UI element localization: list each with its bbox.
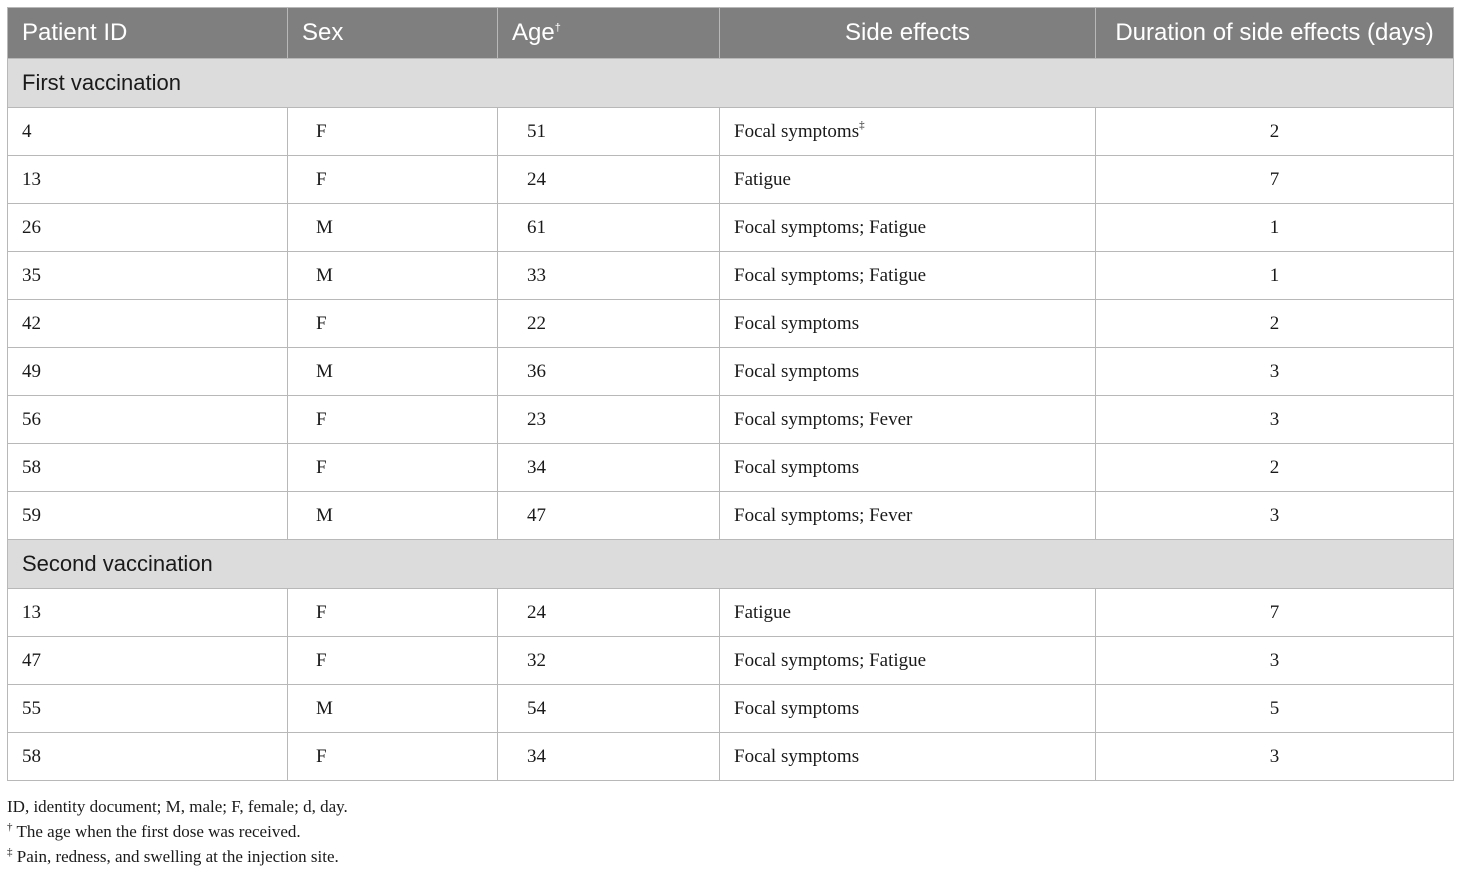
cell-sex: F [288, 156, 498, 204]
cell-age: 34 [498, 444, 720, 492]
cell-duration: 2 [1096, 108, 1454, 156]
cell-patient-id: 26 [8, 204, 288, 252]
cell-duration: 1 [1096, 204, 1454, 252]
footnote-age-mark: † [7, 821, 13, 833]
cell-age: 24 [498, 156, 720, 204]
cell-side-effects [720, 637, 1096, 685]
cell-age: 51 [498, 108, 720, 156]
cell-sex: M [288, 348, 498, 396]
cell-age: 36 [498, 348, 720, 396]
side-effects-text: Fatigue [734, 168, 791, 190]
cell-sex: F [288, 300, 498, 348]
side-effects-footnote-mark: ‡ [859, 118, 865, 131]
cell-side-effects [720, 204, 1096, 252]
table-row [8, 637, 1454, 685]
cell-age: 54 [498, 685, 720, 733]
cell-side-effects [720, 396, 1096, 444]
header-sex: Sex [288, 8, 498, 59]
cell-sex: F [288, 589, 498, 637]
cell-sex: F [288, 733, 498, 781]
section-title: First vaccination [8, 59, 1454, 108]
header-age-footnote-mark: † [554, 22, 561, 34]
table-row [8, 156, 1454, 204]
side-effects-text: Focal symptoms [734, 120, 860, 142]
cell-sex: M [288, 252, 498, 300]
cell-duration: 5 [1096, 685, 1454, 733]
table-row [8, 492, 1454, 540]
side-effects-text: Focal symptoms [734, 456, 860, 478]
cell-patient-id: 13 [8, 589, 288, 637]
cell-duration: 2 [1096, 444, 1454, 492]
footnote-focal [7, 844, 348, 869]
footnote-focal-text: Pain, redness, and swelling at the injection site. [16, 847, 339, 866]
section-row [8, 540, 1454, 589]
cell-age: 47 [498, 492, 720, 540]
cell-patient-id: 4 [8, 108, 288, 156]
cell-age: 34 [498, 733, 720, 781]
side-effects-table [7, 7, 1454, 781]
cell-age: 23 [498, 396, 720, 444]
header-patient-id: Patient ID [8, 8, 288, 59]
cell-side-effects [720, 156, 1096, 204]
cell-age: 22 [498, 300, 720, 348]
cell-sex: F [288, 637, 498, 685]
cell-side-effects [720, 348, 1096, 396]
side-effects-text: Focal symptoms; Fatigue [734, 649, 927, 671]
cell-duration: 3 [1096, 492, 1454, 540]
cell-patient-id: 59 [8, 492, 288, 540]
cell-duration: 1 [1096, 252, 1454, 300]
cell-sex: F [288, 108, 498, 156]
cell-sex: M [288, 685, 498, 733]
cell-duration: 2 [1096, 300, 1454, 348]
header-side-effects: Side effects [720, 8, 1096, 59]
cell-sex: M [288, 492, 498, 540]
section-title: Second vaccination [8, 540, 1454, 589]
side-effects-text: Fatigue [734, 601, 791, 623]
footnote-focal-mark: ‡ [7, 846, 13, 858]
cell-age: 32 [498, 637, 720, 685]
cell-age: 33 [498, 252, 720, 300]
side-effects-text: Focal symptoms [734, 360, 860, 382]
cell-patient-id: 56 [8, 396, 288, 444]
cell-side-effects [720, 589, 1096, 637]
cell-duration: 3 [1096, 733, 1454, 781]
cell-patient-id: 47 [8, 637, 288, 685]
table-row [8, 396, 1454, 444]
cell-duration: 3 [1096, 396, 1454, 444]
cell-age: 24 [498, 589, 720, 637]
cell-side-effects [720, 300, 1096, 348]
header-age-label: Age [512, 19, 555, 46]
cell-side-effects [720, 252, 1096, 300]
cell-sex: M [288, 204, 498, 252]
side-effects-text: Focal symptoms [734, 745, 860, 767]
table-row [8, 589, 1454, 637]
cell-patient-id: 58 [8, 733, 288, 781]
table-row [8, 204, 1454, 252]
table-row [8, 348, 1454, 396]
header-age [498, 8, 720, 59]
cell-duration: 3 [1096, 348, 1454, 396]
side-effects-text: Focal symptoms; Fever [734, 504, 913, 526]
side-effects-text: Focal symptoms; Fatigue [734, 264, 927, 286]
table-row [8, 252, 1454, 300]
cell-sex: F [288, 396, 498, 444]
side-effects-text: Focal symptoms [734, 312, 860, 334]
cell-patient-id: 58 [8, 444, 288, 492]
table-footnotes [7, 794, 348, 869]
cell-patient-id: 13 [8, 156, 288, 204]
cell-side-effects [720, 108, 1096, 156]
table-header-row [8, 8, 1454, 59]
section-row [8, 59, 1454, 108]
table-row [8, 733, 1454, 781]
table-row [8, 300, 1454, 348]
cell-patient-id: 35 [8, 252, 288, 300]
footnote-age [7, 819, 348, 844]
cell-side-effects [720, 492, 1096, 540]
table-row [8, 444, 1454, 492]
cell-patient-id: 42 [8, 300, 288, 348]
cell-patient-id: 49 [8, 348, 288, 396]
table-row [8, 685, 1454, 733]
header-duration: Duration of side effects (days) [1096, 8, 1454, 59]
cell-duration: 7 [1096, 156, 1454, 204]
side-effects-text: Focal symptoms; Fever [734, 408, 913, 430]
cell-age: 61 [498, 204, 720, 252]
table-row [8, 108, 1454, 156]
cell-sex: F [288, 444, 498, 492]
cell-patient-id: 55 [8, 685, 288, 733]
cell-side-effects [720, 444, 1096, 492]
cell-side-effects [720, 733, 1096, 781]
footnote-abbreviations: ID, identity document; M, male; F, female; d, day. [7, 797, 348, 816]
side-effects-text: Focal symptoms [734, 697, 860, 719]
cell-duration: 7 [1096, 589, 1454, 637]
side-effects-text: Focal symptoms; Fatigue [734, 216, 927, 238]
cell-side-effects [720, 685, 1096, 733]
cell-duration: 3 [1096, 637, 1454, 685]
footnote-age-text: The age when the first dose was received. [16, 822, 301, 841]
